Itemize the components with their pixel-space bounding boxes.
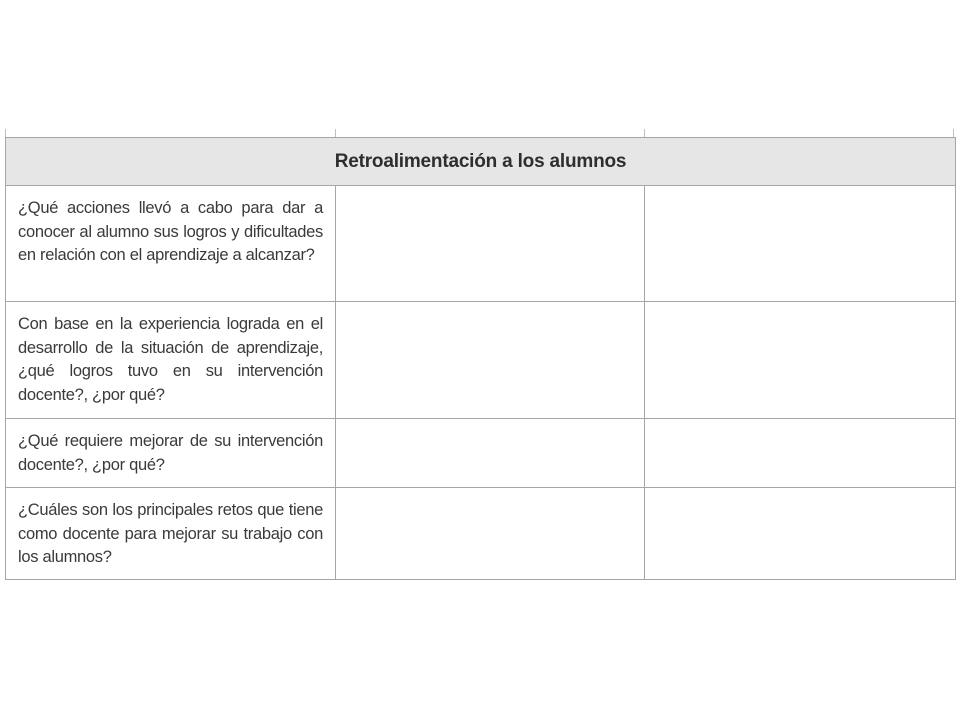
answer-cell[interactable]	[336, 419, 645, 488]
question-cell: ¿Qué acciones llevó a cabo para dar a conocer al alumno sus logros y dificultades en relación con el aprendizaje a alcanzar?	[6, 186, 336, 302]
answer-cell[interactable]	[645, 419, 956, 488]
question-cell: ¿Cuáles son los principales retos que tiene como docente para mejorar su trabajo con los alumnos?	[6, 488, 336, 580]
answer-cell[interactable]	[645, 488, 956, 580]
table-row	[6, 186, 956, 302]
answer-cell[interactable]	[336, 488, 645, 580]
question-cell: ¿Qué requiere mejorar de su intervención docente?, ¿por qué?	[6, 419, 336, 488]
answer-cell[interactable]	[336, 302, 645, 419]
table-title: Retroalimentación a los alumnos	[6, 138, 956, 186]
table-header-row	[6, 138, 956, 186]
answer-cell[interactable]	[645, 186, 956, 302]
feedback-table	[5, 137, 956, 580]
answer-cell[interactable]	[336, 186, 645, 302]
table-row	[6, 302, 956, 419]
table-row	[6, 419, 956, 488]
table-row	[6, 488, 956, 580]
question-cell: Con base en la experiencia lograda en el desarrollo de la situación de aprendizaje, ¿qué logros tuvo en su intervención docente?, ¿por qué?	[6, 302, 336, 419]
answer-cell[interactable]	[645, 302, 956, 419]
